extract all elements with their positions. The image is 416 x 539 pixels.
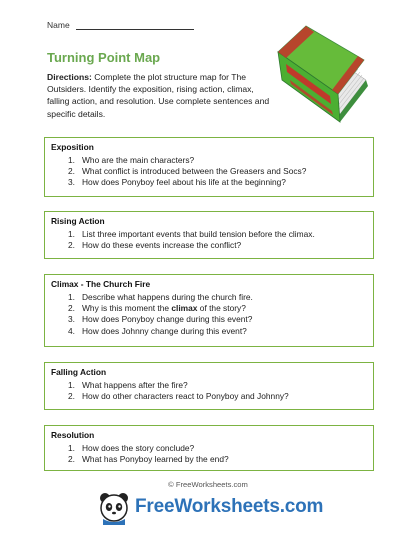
question-number: 1. [68,292,75,302]
question-list [45,380,373,406]
footer-copyright: © FreeWorksheets.com [168,480,248,489]
question-text: How does Ponyboy change during this event? [82,314,253,325]
question-text: Describe what happens during the church fire. [82,292,253,302]
question-text: Who are the main characters? [82,155,195,165]
brand-worksheets: Worksheets.com [174,496,324,517]
question-text: What happens after the fire? [82,380,188,390]
question-text: How does Johnny change during this event? [82,325,247,336]
question-number: 3. [68,314,75,325]
question-list [45,292,373,341]
name-row [47,20,194,30]
section-title: Exposition [51,142,94,152]
list-item [68,443,367,454]
list-item [68,229,367,240]
footer-brand-logo[interactable] [96,489,323,525]
question-number: 2. [68,454,75,465]
section-falling-action [44,362,374,410]
question-text: How do other characters react to Ponyboy and Johnny? [82,391,289,402]
question-text-start: Why is this moment the [82,303,172,314]
list-item [68,292,367,303]
list-item [68,391,367,402]
question-number: 4. [68,325,75,336]
list-item [68,240,367,251]
list-item [68,314,367,325]
question-number: 2. [68,303,75,314]
question-number: 2. [68,166,75,177]
question-number: 2. [68,240,75,251]
question-text: How do these events increase the conflict? [82,240,242,251]
section-resolution [44,425,374,471]
green-book-icon [268,22,380,130]
question-list [45,155,373,193]
question-number: 1. [68,380,75,390]
brand-free: Free [135,496,175,517]
section-title: Falling Action [51,367,107,377]
brand-name [135,496,323,518]
question-number: 2. [68,391,75,402]
list-item [68,166,367,177]
question-text: How does the story conclude? [82,443,195,453]
section-title: Climax - The Church Fire [51,279,151,289]
list-item [68,155,367,166]
question-number: 1. [68,443,75,453]
list-item [68,177,367,188]
section-title: Rising Action [51,216,105,226]
question-list [45,443,373,469]
directions-text: Complete the plot structure map for The Outsiders. Identify the exposition, rising action, climax, falling action, and resolution. Use complete sentences and specific details. [47,72,270,119]
page-title: Turning Point Map [47,50,161,65]
question-number: 1. [68,155,75,165]
section-rising-action [44,211,374,259]
question-list [45,229,373,255]
question-text: How does Ponyboy feel about his life at the beginning? [82,177,286,188]
list-item [68,380,367,391]
section-climax [44,274,374,347]
list-item [68,303,367,314]
panda-mascot-icon [96,489,132,525]
directions-label: Directions: [47,72,92,82]
section-exposition [44,137,374,197]
section-title: Resolution [51,430,95,440]
question-text: List three important events that build tension before the climax. [82,229,315,239]
question-text: What conflict is introduced between the Greasers and Socs? [82,166,307,177]
question-text-emphasis: climax [171,303,198,314]
name-label: Name [47,20,70,30]
question-number: 3. [68,177,75,188]
directions [47,71,275,120]
question-text: What has Ponyboy learned by the end? [82,454,229,465]
list-item [68,326,367,337]
question-text-end: of the story? [197,303,246,314]
name-field[interactable] [76,21,194,30]
list-item [68,454,367,465]
question-number: 1. [68,229,75,239]
question-text [82,303,246,314]
